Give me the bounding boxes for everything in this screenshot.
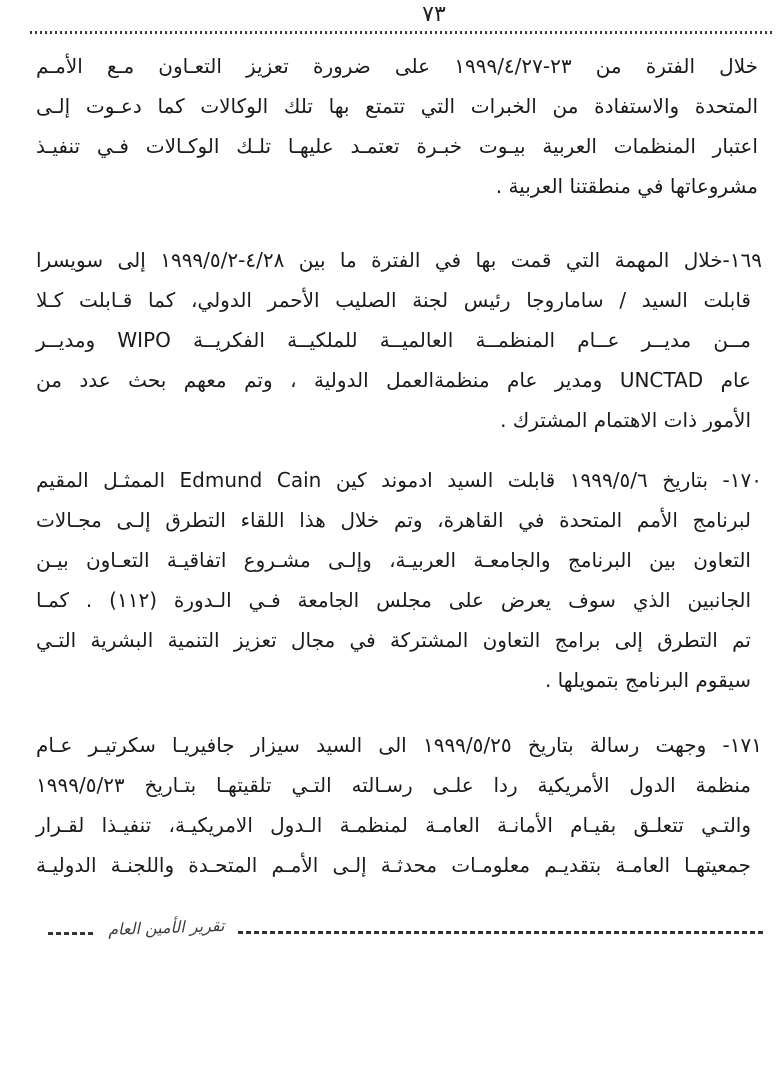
text-line: ١٦٩-خلال المهمة التي قمت بها في الفترة ما بين ٤/٢٨-١٩٩٩/٥/٢ إلى سويسرا [36,248,763,272]
text-line: اعتبار المنظمات العربية بيـوت خبـرة تعتمـد عليهـا تلـك الوكـالات فـي تنفيـذ [36,134,758,158]
text-line: سيقوم البرنامج بتمويلها . [544,668,751,692]
text-line: قابلت السيد / ساماروجا رئيس لجنة الصليب الأحمر الدولي، كما قـابلت كـلا [36,288,751,312]
paragraph-continuation [36,46,762,206]
text-line: عام UNCTAD ومدير عام منظمةالعمل الدولية ، وتم معهم بحث عدد من [36,368,751,392]
text-line: لبرنامج الأمم المتحدة في القاهرة، وتم خلال هذا اللقاء التطرق إلـى مجـالات [36,508,751,532]
text-line: التعاون بين البرنامج والجامعـة العربيـة، وإلـى مشـروع اتفاقيـة التعـاون بيـن [36,548,751,572]
page-footer [36,916,766,952]
paragraph-item-170 [36,460,762,700]
text-line: مشروعاتها في منطقتنا العربية . [495,174,758,198]
text-line: جمعيتهـا العامـة بتقديـم معلومـات محدثـة إلـى الأمـم المتحـدة واللجنـة الدوليـة [36,853,751,877]
footer-signature: تقرير الأمين العام [107,915,225,940]
text-line: ١٧١- وجهت رسالة بتاريخ ١٩٩٩/٥/٢٥ الى السيد سيزار جافيريـا سكرتيـر عـام [36,733,763,757]
text-line: ١٧٠- بتاريخ ١٩٩٩/٥/٦ قابلت السيد ادموند كين Edmund Cain الممثـل المقيم [36,468,762,492]
paragraph-item-171 [36,725,762,885]
text-line: تم التطرق إلى برامج التعاون المشتركة في مجال تعزيز التنمية البشرية التـي [36,628,751,652]
top-rule [30,31,774,34]
text-line: المتحدة والاستفادة من الخبرات التي تتمتع بها تلك الوكالات كما دعـوت إلـى [36,94,758,118]
text-line: مــن مديــر عــام المنظمــة العالميــة للملكيــة الفكريــة WIPO ومديــر [36,328,752,352]
text-line: الأمور ذات الاهتمام المشترك . [500,408,751,432]
footer-short-dash [48,932,96,935]
text-line: والتـي تتعلـق بقيـام الأمانـة العامـة لمنظمـة الـدول الامريكيـة، تنفيـذا لقـرار [36,813,751,837]
text-line: الجانبين الذي سوف يعرض على مجلس الجامعة فـي الـدورة (١١٢) . كمـا [36,588,752,612]
paragraph-item-169 [36,240,762,440]
text-line: خلال الفترة من ٢٣-١٩٩٩/٤/٢٧ على ضرورة تعزيز التعـاون مـع الأمـم [36,54,758,78]
page-number: ٧٣ [422,2,446,27]
text-line: منظمة الدول الأمريكية ردا علـى رسـالته التـي تلقيتهـا بتـاريخ ١٩٩٩/٥/٢٣ [36,773,751,797]
footer-long-dash [238,931,766,934]
